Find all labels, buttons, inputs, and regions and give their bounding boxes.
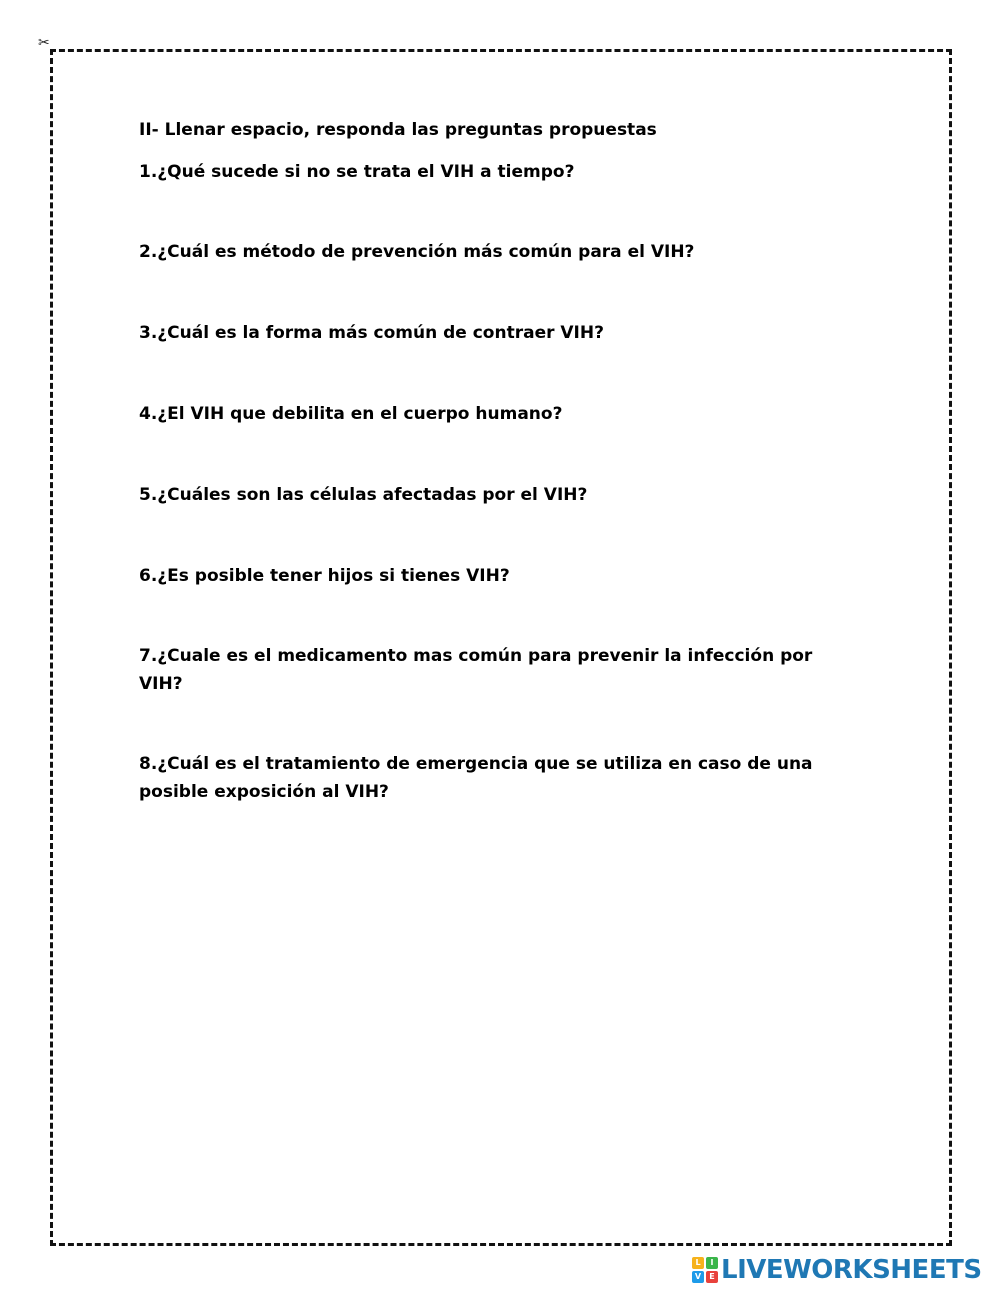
logo-letter-i: I: [706, 1257, 718, 1269]
liveworksheets-brand: [692, 1255, 982, 1285]
question-6: 6.¿Es posible tener hijos si tienes VIH?: [139, 566, 510, 586]
logo-letter-v: V: [692, 1271, 704, 1283]
logo-letter-l: L: [692, 1257, 704, 1269]
question-2: 2.¿Cuál es método de prevención más común para el VIH?: [139, 242, 695, 262]
worksheet-heading: II- Llenar espacio, responda las preguntas propuestas: [139, 120, 657, 140]
question-5: 5.¿Cuáles son las células afectadas por el VIH?: [139, 485, 588, 505]
question-1: 1.¿Qué sucede si no se trata el VIH a tiempo?: [139, 162, 575, 182]
question-4: 4.¿El VIH que debilita en el cuerpo humano?: [139, 404, 563, 424]
scissors-icon: ✂: [38, 35, 50, 51]
worksheet-content: [139, 118, 839, 802]
question-8: 8.¿Cuál es el tratamiento de emergencia que se utiliza en caso de una posible exposición al VIH?: [139, 754, 813, 802]
liveworksheets-logo-icon: [692, 1257, 718, 1283]
question-7: 7.¿Cuale es el medicamento mas común para prevenir la infección por VIH?: [139, 646, 813, 694]
logo-letter-e: E: [706, 1271, 718, 1283]
liveworksheets-wordmark: LIVEWORKSHEETS: [721, 1255, 982, 1285]
question-3: 3.¿Cuál es la forma más común de contraer VIH?: [139, 323, 604, 343]
